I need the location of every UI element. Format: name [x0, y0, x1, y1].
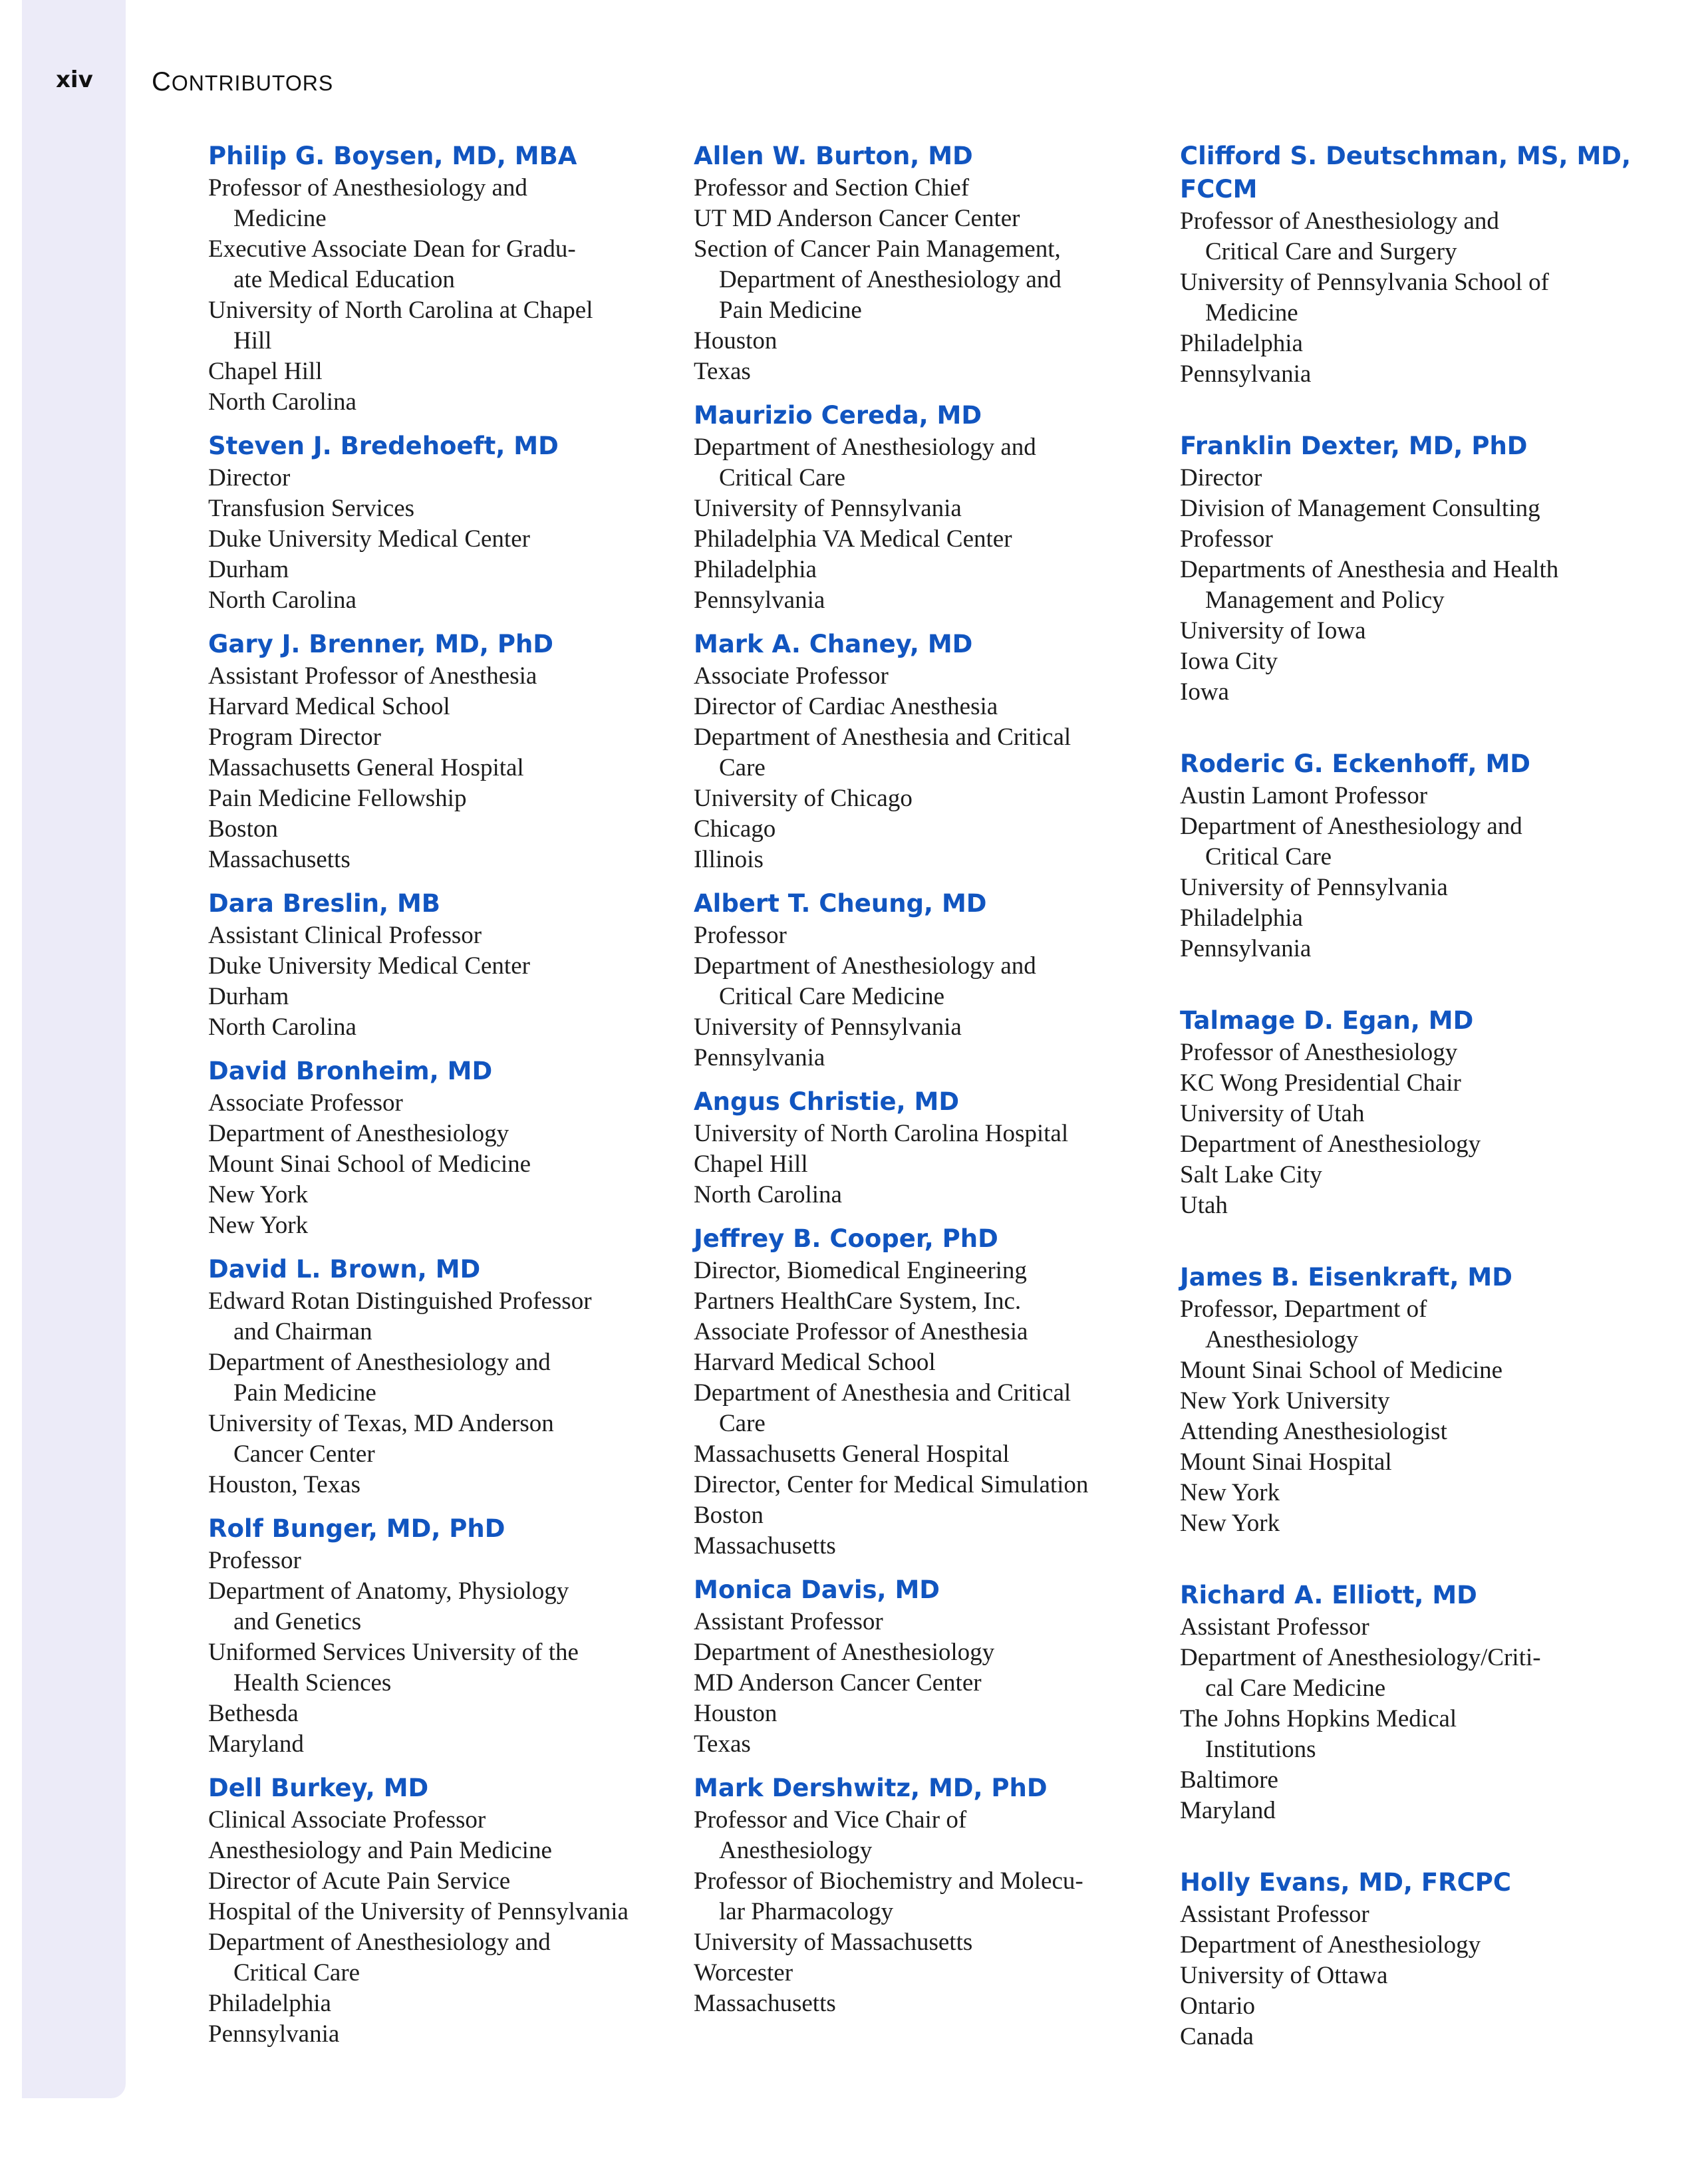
affiliation-line: Houston, Texas: [208, 1471, 360, 1498]
affiliation-line: Chapel Hill: [208, 358, 323, 385]
affiliation-line: Director of Acute Pain Service: [208, 1867, 511, 1895]
contributor-entry: [208, 887, 667, 1043]
affiliation-line: Anesthesiology: [1205, 1326, 1359, 1353]
affiliation-line: Attending Anesthesiologist: [1180, 1418, 1447, 1445]
affiliation-line: Harvard Medical School: [694, 1349, 936, 1376]
affiliation-line: Department of Anesthesiology: [208, 1120, 509, 1147]
contributor-entry: [694, 399, 1153, 616]
contributor-name: Steven J. Bredehoeft, MD: [208, 432, 559, 460]
contributors-column-3: [1180, 140, 1639, 2052]
affiliation-line: Worcester: [694, 1959, 793, 1986]
affiliation-line: New York: [1180, 1479, 1280, 1506]
contributor-entry: [694, 1772, 1153, 2019]
affiliation-line: Management and Policy: [1205, 587, 1445, 614]
affiliation-line: University of Texas, MD Anderson: [208, 1410, 554, 1437]
affiliation-line: Department of Anesthesiology/Criti-: [1180, 1644, 1541, 1671]
affiliation-line: University of Pennsylvania: [694, 495, 962, 522]
affiliation-line: Massachusetts: [694, 1532, 836, 1560]
affiliation-line: Division of Management Consulting: [1180, 495, 1540, 522]
contributor-entry: [208, 1253, 667, 1500]
contributors-column-1: [208, 140, 667, 2050]
contributor-entry: [208, 430, 667, 616]
affiliation-line: Department of Anesthesiology and: [1180, 813, 1522, 840]
affiliation-line: Assistant Professor: [1180, 1901, 1369, 1928]
affiliation-line: Assistant Professor: [694, 1608, 883, 1635]
affiliation-line: New York: [208, 1212, 309, 1239]
affiliation-line: Hospital of the University of Pennsylvania: [208, 1898, 629, 1925]
affiliation-line: Transfusion Services: [208, 495, 415, 522]
affiliation-line: Mount Sinai Hospital: [1180, 1448, 1392, 1476]
affiliation-line: Health Sciences: [233, 1669, 392, 1697]
affiliation-line: Assistant Professor of Anesthesia: [208, 662, 537, 690]
affiliation-line: Professor of Anesthesiology: [1180, 1039, 1458, 1066]
affiliation-line: Ontario: [1180, 1992, 1256, 2020]
affiliation-line: Associate Professor: [694, 662, 889, 690]
affiliation-line: Pennsylvania: [1180, 360, 1312, 388]
contributor-entry: [694, 1085, 1153, 1210]
affiliation-line: Chicago: [694, 815, 776, 843]
affiliation-line: Utah: [1180, 1192, 1228, 1219]
affiliation-line: New York University: [1180, 1387, 1390, 1415]
affiliation-line: Critical Care: [719, 464, 846, 491]
page-number: xiv: [56, 67, 93, 93]
contributor-entry: [1180, 1579, 1639, 1826]
contributor-entry: [694, 140, 1153, 387]
affiliation-line: University of Chicago: [694, 785, 913, 812]
contributor-name: David L. Brown, MD: [208, 1255, 481, 1284]
affiliation-line: Salt Lake City: [1180, 1161, 1322, 1188]
affiliation-line: University of Pennsylvania: [694, 1014, 962, 1041]
affiliation-line: Professor and Vice Chair of: [694, 1806, 967, 1834]
affiliation-line: Pennsylvania: [694, 1044, 825, 1071]
affiliation-line: Harvard Medical School: [208, 693, 450, 720]
affiliation-line: cal Care Medicine: [1205, 1675, 1386, 1702]
running-head-rest: ONTRIBUTORS: [171, 71, 334, 95]
affiliation-line: Assistant Clinical Professor: [208, 922, 482, 949]
contributor-name: Allen W. Burton, MD: [694, 142, 973, 170]
affiliation-line: Director of Cardiac Anesthesia: [694, 693, 998, 720]
affiliation-line: Durham: [208, 983, 289, 1010]
affiliation-line: Department of Anesthesia and Critical: [694, 724, 1071, 751]
affiliation-line: Program Director: [208, 724, 381, 751]
affiliation-line: Edward Rotan Distinguished Professor: [208, 1288, 592, 1315]
affiliation-line: The Johns Hopkins Medical: [1180, 1705, 1457, 1732]
affiliation-line: Philadelphia: [694, 556, 817, 583]
affiliation-line: University of Pennsylvania: [1180, 874, 1448, 901]
affiliation-line: Cancer Center: [233, 1440, 375, 1468]
affiliation-line: Associate Professor: [208, 1089, 403, 1117]
contributor-name: Maurizio Cereda, MD: [694, 401, 982, 430]
affiliation-line: Section of Cancer Pain Management,: [694, 235, 1061, 263]
affiliation-line: Maryland: [208, 1730, 304, 1758]
affiliation-line: Critical Care and Surgery: [1205, 238, 1457, 265]
affiliation-line: Department of Anesthesiology and: [719, 266, 1062, 293]
affiliation-line: Associate Professor of Anesthesia: [694, 1318, 1028, 1345]
contributor-name: Philip G. Boysen, MD, MBA: [208, 142, 577, 170]
contributors-column-2: [694, 140, 1153, 2019]
affiliation-line: Mount Sinai School of Medicine: [208, 1151, 531, 1178]
affiliation-line: Department of Anesthesiology: [1180, 1931, 1481, 1959]
affiliation-line: Philadelphia: [1180, 904, 1303, 932]
affiliation-line: Texas: [694, 358, 751, 385]
affiliation-line: Director, Center for Medical Simulation: [694, 1471, 1089, 1498]
affiliation-line: ate Medical Education: [233, 266, 455, 293]
affiliation-line: UT MD Anderson Cancer Center: [694, 205, 1020, 232]
affiliation-line: Department of Anesthesiology: [1180, 1131, 1481, 1158]
affiliation-line: University of North Carolina Hospital: [694, 1120, 1069, 1147]
affiliation-line: Massachusetts: [208, 846, 351, 873]
affiliation-line: Pennsylvania: [1180, 935, 1312, 962]
contributor-entry: [1180, 1866, 1639, 2052]
affiliation-line: Partners HealthCare System, Inc.: [694, 1288, 1022, 1315]
affiliation-line: North Carolina: [208, 587, 356, 614]
affiliation-line: Department of Anesthesiology: [694, 1639, 995, 1666]
affiliation-line: Department of Anatomy, Physiology: [208, 1577, 569, 1605]
affiliation-line: Department of Anesthesiology and: [208, 1929, 551, 1956]
affiliation-line: Massachusetts General Hospital: [694, 1440, 1010, 1468]
affiliation-line: Department of Anesthesiology and: [694, 434, 1036, 461]
contributor-entry: [208, 1055, 667, 1241]
affiliation-line: Mount Sinai School of Medicine: [1180, 1357, 1503, 1384]
affiliation-line: Professor: [208, 1547, 301, 1574]
contributor-entry: [208, 140, 667, 418]
affiliation-line: Philadelphia: [1180, 330, 1303, 357]
affiliation-line: Department of Anesthesiology and: [694, 952, 1036, 980]
contributor-entry: [1180, 748, 1639, 964]
affiliation-line: Pennsylvania: [694, 587, 825, 614]
affiliation-line: University of Utah: [1180, 1100, 1365, 1127]
affiliation-line: Iowa: [1180, 678, 1229, 706]
contributor-entry: [1180, 430, 1639, 708]
contributor-entry: [694, 887, 1153, 1073]
contributor-entry: [208, 1512, 667, 1760]
affiliation-line: Uniformed Services University of the: [208, 1639, 579, 1666]
affiliation-line: Care: [719, 1410, 766, 1437]
contributor-name: Dell Burkey, MD: [208, 1774, 429, 1802]
affiliation-line: University of Massachusetts: [694, 1929, 973, 1956]
contributor-name: Angus Christie, MD: [694, 1087, 960, 1116]
affiliation-line: Houston: [694, 327, 778, 354]
affiliation-line: Texas: [694, 1730, 751, 1758]
contributor-entry: [694, 1573, 1153, 1760]
contributor-name: Gary J. Brenner, MD, PhD: [208, 630, 553, 658]
affiliation-line: Professor, Department of: [1180, 1296, 1427, 1323]
contributor-name: Clifford S. Deutschman, MS, MD,: [1180, 142, 1632, 170]
margin-tab: [22, 0, 126, 2098]
contributor-name: Rolf Bunger, MD, PhD: [208, 1514, 505, 1543]
contributor-name: Mark A. Chaney, MD: [694, 630, 973, 658]
affiliation-line: New York: [1180, 1510, 1280, 1537]
affiliation-line: Professor of Biochemistry and Molecu-: [694, 1867, 1083, 1895]
affiliation-line: and Genetics: [233, 1608, 362, 1635]
affiliation-line: Clinical Associate Professor: [208, 1806, 486, 1834]
affiliation-line: Institutions: [1205, 1736, 1316, 1763]
affiliation-line: MD Anderson Cancer Center: [694, 1669, 982, 1697]
contributor-name: David Bronheim, MD: [208, 1057, 493, 1085]
affiliation-line: Baltimore: [1180, 1766, 1278, 1794]
affiliation-line: Care: [719, 754, 766, 781]
affiliation-line: Director: [1180, 464, 1262, 491]
affiliation-line: Chapel Hill: [694, 1151, 808, 1178]
affiliation-line: Departments of Anesthesia and Health: [1180, 556, 1559, 583]
affiliation-line: Anesthesiology: [719, 1837, 873, 1864]
affiliation-line: Duke University Medical Center: [208, 952, 530, 980]
affiliation-line: Department of Anesthesia and Critical: [694, 1379, 1071, 1407]
affiliation-line: Duke University Medical Center: [208, 525, 530, 553]
affiliation-line: Assistant Professor: [1180, 1613, 1369, 1641]
affiliation-line: Pain Medicine: [233, 1379, 376, 1407]
running-head: [152, 67, 333, 97]
affiliation-line: Maryland: [1180, 1797, 1276, 1824]
affiliation-line: Critical Care Medicine: [719, 983, 945, 1010]
affiliation-line: Massachusetts General Hospital: [208, 754, 524, 781]
affiliation-line: and Chairman: [233, 1318, 372, 1345]
affiliation-line: Professor and Section Chief: [694, 174, 970, 202]
running-head-initial: C: [152, 67, 172, 96]
affiliation-line: KC Wong Presidential Chair: [1180, 1069, 1461, 1097]
affiliation-line: Pain Medicine: [719, 297, 862, 324]
affiliation-line: Critical Care: [233, 1959, 360, 1986]
contributor-entry: [1180, 1261, 1639, 1539]
contributor-name: Holly Evans, MD, FRCPC: [1180, 1868, 1512, 1897]
affiliation-line: North Carolina: [208, 388, 356, 416]
contributor-name: Dara Breslin, MB: [208, 889, 441, 918]
affiliation-line: Critical Care: [1205, 843, 1332, 871]
affiliation-line: Executive Associate Dean for Gradu-: [208, 235, 576, 263]
affiliation-line: Medicine: [233, 205, 327, 232]
affiliation-line: Professor of Anesthesiology and: [208, 174, 527, 202]
affiliation-line: University of Iowa: [1180, 617, 1366, 644]
affiliation-line: Professor: [1180, 525, 1273, 553]
affiliation-line: Philadelphia VA Medical Center: [694, 525, 1012, 553]
contributor-entry: [694, 1222, 1153, 1562]
affiliation-line: Durham: [208, 556, 289, 583]
affiliation-line: Iowa City: [1180, 648, 1278, 675]
affiliation-line: North Carolina: [208, 1014, 356, 1041]
affiliation-line: Medicine: [1205, 299, 1298, 327]
contributor-entry: [1180, 140, 1639, 390]
affiliation-line: Department of Anesthesiology and: [208, 1349, 551, 1376]
affiliation-line: Philadelphia: [208, 1990, 331, 2017]
affiliation-line: Massachusetts: [694, 1990, 836, 2017]
contributor-name: Mark Dershwitz, MD, PhD: [694, 1774, 1048, 1802]
affiliation-line: Anesthesiology and Pain Medicine: [208, 1837, 552, 1864]
affiliation-line: Bethesda: [208, 1700, 299, 1727]
contributor-name: Talmage D. Egan, MD: [1180, 1006, 1474, 1035]
affiliation-line: Illinois: [694, 846, 764, 873]
affiliation-line: Director: [208, 464, 291, 491]
affiliation-line: lar Pharmacology: [719, 1898, 893, 1925]
contributor-entry: [1180, 1004, 1639, 1221]
affiliation-line: Houston: [694, 1700, 778, 1727]
contributor-name: Monica Davis, MD: [694, 1575, 940, 1604]
contributor-entry: [208, 1772, 667, 2050]
affiliation-line: Boston: [208, 815, 278, 843]
contributor-name: James B. Eisenkraft, MD: [1180, 1263, 1512, 1292]
affiliation-line: Austin Lamont Professor: [1180, 782, 1428, 809]
affiliation-line: University of Ottawa: [1180, 1962, 1388, 1989]
contributor-name: Jeffrey B. Cooper, PhD: [694, 1224, 998, 1253]
contributor-entry: [208, 628, 667, 875]
affiliation-line: North Carolina: [694, 1181, 842, 1208]
affiliation-line: Boston: [694, 1502, 764, 1529]
affiliation-line: Hill: [233, 327, 272, 354]
affiliation-line: University of North Carolina at Chapel: [208, 297, 593, 324]
contributor-name: FCCM: [1180, 175, 1258, 204]
contributor-name: Franklin Dexter, MD, PhD: [1180, 432, 1528, 460]
contributor-name: Richard A. Elliott, MD: [1180, 1581, 1477, 1609]
affiliation-line: Director, Biomedical Engineering: [694, 1257, 1027, 1284]
affiliation-line: Professor of Anesthesiology and: [1180, 207, 1499, 235]
affiliation-line: Pennsylvania: [208, 2020, 340, 2048]
contributor-name: Albert T. Cheung, MD: [694, 889, 987, 918]
affiliation-line: Canada: [1180, 2023, 1254, 2050]
affiliation-line: Pain Medicine Fellowship: [208, 785, 467, 812]
affiliation-line: University of Pennsylvania School of: [1180, 269, 1549, 296]
contributor-name: Roderic G. Eckenhoff, MD: [1180, 750, 1530, 778]
contributor-entry: [694, 628, 1153, 875]
affiliation-line: New York: [208, 1181, 309, 1208]
affiliation-line: Professor: [694, 922, 787, 949]
